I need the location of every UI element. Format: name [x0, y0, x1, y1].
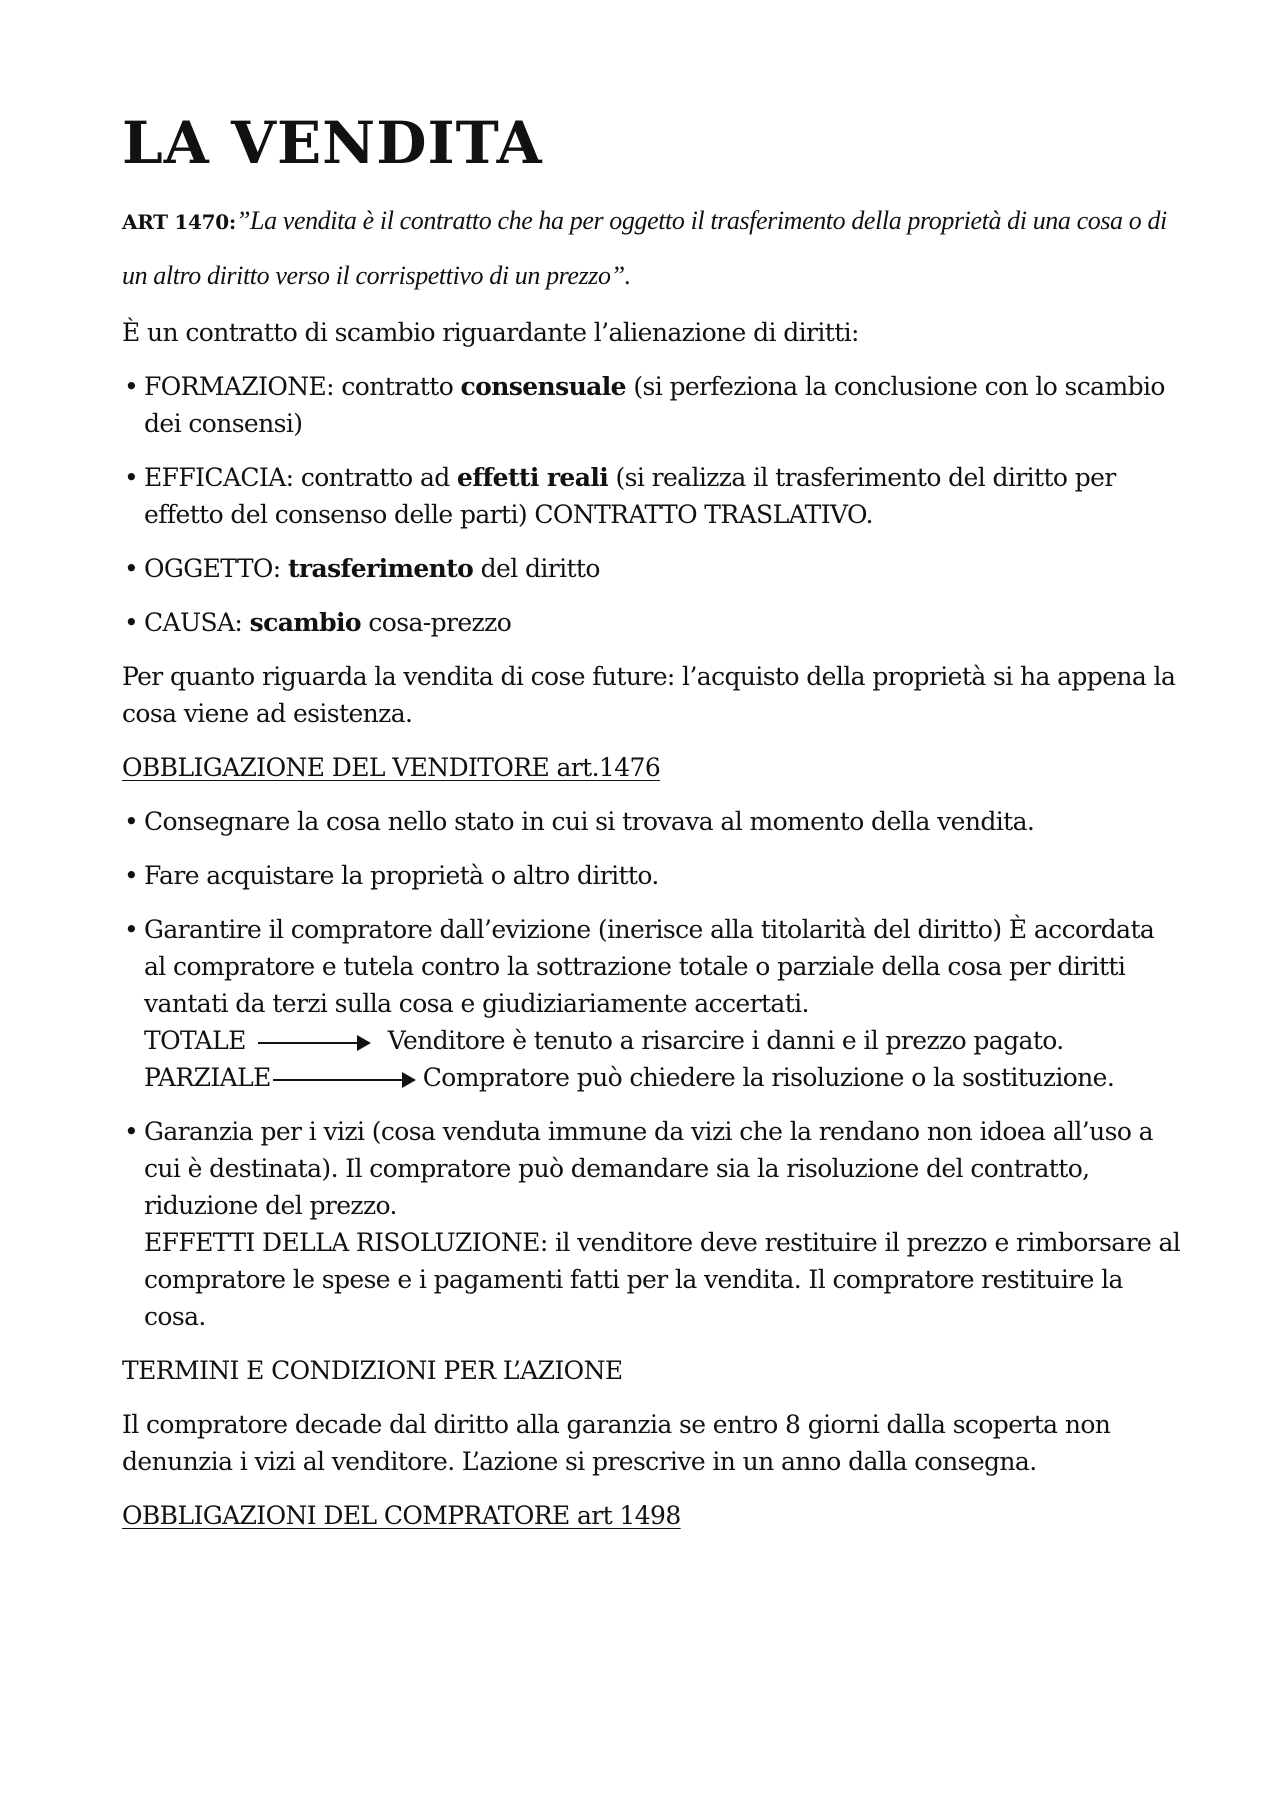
- seller-heading: OBBLIGAZIONE DEL VENDITORE art.1476: [122, 753, 661, 782]
- article-quote: ”La vendita è il contratto che ha per oggetto il trasferimento della proprietà di una cosa o di un altro diritto verso il corrispettivo di un prezzo”.: [122, 206, 1167, 290]
- buyer-heading: OBBLIGAZIONI DEL COMPRATORE art 1498: [122, 1501, 681, 1530]
- defects-text: Garanzia per i vizi (cosa venduta immune da vizi che la rendano non idoea all’uso a cui è destinata). Il compratore può demandare sia la risoluzione del contratto, riduzione del prezzo.: [144, 1117, 1153, 1220]
- page-title: LA VENDITA: [122, 109, 543, 177]
- terms-paragraph: Il compratore decade dal diritto alla garanzia se entro 8 giorni dalla scoperta non denunzia i vizi al venditore. L’azione si prescrive in un anno dalla consegna.: [122, 1410, 1111, 1476]
- defects-effects: EFFETTI DELLA RISOLUZIONE: il venditore deve restituire il prezzo e rimborsare al compratore le spese e i pagamenti fatti per la vendita. Il compratore restituire la cosa.: [144, 1228, 1181, 1331]
- eviction-text: Garantire il compratore dall’evizione (inerisce alla titolarità del diritto) È accordata al compratore e tutela contro la sottrazione totale o parziale della cosa per diritti vantati da terzi sulla cosa e giudiziariamente accertati.: [144, 915, 1155, 1018]
- feature-rest: del diritto: [473, 554, 600, 583]
- intro-paragraph: È un contratto di scambio riguardante l’alienazione di diritti:: [122, 318, 859, 347]
- list-item: [122, 368, 1182, 442]
- partial-label: PARZIALE: [144, 1063, 271, 1092]
- partial-text: Compratore può chiedere la risoluzione o la sostituzione.: [422, 1063, 1115, 1092]
- features-list: [122, 368, 1182, 641]
- list-item: [122, 1113, 1182, 1335]
- list-item: • Consegnare la cosa nello stato in cui si trovava al momento della vendita.: [122, 803, 1182, 840]
- article-label: ART 1470:: [122, 210, 236, 234]
- document-body: [122, 108, 1182, 1551]
- feature-bold: consensuale: [460, 372, 626, 401]
- feature-rest: (si perfeziona la conclusione con lo scambio dei consensi): [144, 372, 1165, 438]
- terms-heading: TERMINI E CONDIZIONI PER L’AZIONE: [122, 1356, 623, 1385]
- feature-rest: cosa-prezzo: [361, 608, 512, 637]
- feature-bold: effetti reali: [457, 463, 609, 492]
- list-item: [122, 911, 1182, 1096]
- total-text: Venditore è tenuto a risarcire i danni e il prezzo pagato.: [387, 1026, 1064, 1055]
- future-goods-paragraph: Per quanto riguarda la vendita di cose future: l’acquisto della proprietà si ha appena la cosa viene ad esistenza.: [122, 662, 1176, 728]
- list-item: • Fare acquistare la proprietà o altro diritto.: [122, 857, 1182, 894]
- right-arrow-icon: [273, 1079, 413, 1081]
- total-label: TOTALE: [144, 1026, 246, 1055]
- article-1470: [122, 194, 1182, 304]
- feature-label: FORMAZIONE: contratto: [144, 372, 461, 401]
- feature-label: EFFICACIA: contratto ad: [144, 463, 458, 492]
- feature-label: CAUSA:: [144, 608, 250, 637]
- feature-label: OGGETTO:: [144, 554, 288, 583]
- feature-bold: trasferimento: [287, 554, 474, 583]
- list-item: [122, 550, 1182, 587]
- seller-obligations-list: [122, 803, 1182, 1335]
- right-arrow-icon: [258, 1042, 368, 1044]
- feature-rest: (si realizza il trasferimento del diritto per effetto del consenso delle parti) CONTRATTO TRASLATIVO.: [144, 463, 1116, 529]
- feature-bold: scambio: [249, 608, 362, 637]
- list-item: [122, 604, 1182, 641]
- list-item: [122, 459, 1182, 533]
